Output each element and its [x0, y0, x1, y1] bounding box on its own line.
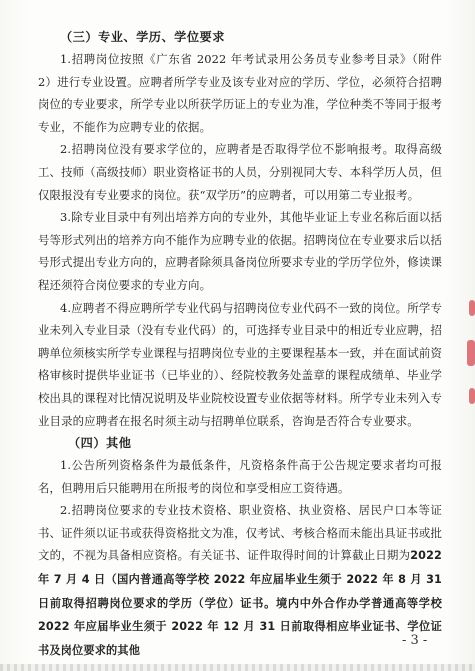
seal-stamp-mark	[469, 388, 475, 404]
section4-paragraph-2-bold: 2022 年 7 月 4 日（国内普通高等学校 2022 年应届毕业生须于 2022 年 8 月 31 日前取得招聘岗位要求的学历（学位）证书。境内中外合作办学普通高等学校 2022 年应届毕业生须于 2022 年 12 月 31 日前取得相应毕业证书、学位证书及岗位要求的其他	[38, 549, 442, 657]
section3-paragraph-1: 1.招聘岗位按照《广东省 2022 年考试录用公务员专业参考目录》（附件 2）进行专业设置。应聘者所学专业及该专业对应的学历、学位，必须符合招聘岗位的专业要求，所学专业以所获学历证上的专业为准，学位种类不等同于报考专业，不能作为应聘专业的依据。	[38, 52, 442, 134]
seal-stamp-mark	[469, 300, 475, 316]
section4-heading: （四）其他	[68, 436, 132, 451]
section4-paragraph-2	[38, 499, 442, 662]
section3-paragraph-2: 2.招聘岗位没有要求学位的，应聘者是否取得学位不影响报考。取得高级工、技师（高级技师）职业资格证书的人员，分别视同大专、本科学历人员，但仅限报没有专业要求的岗位。获“双学历”的应聘者，可以用第二专业报考。	[38, 142, 442, 202]
section4-paragraph-1: 1.公告所列资格条件为最低条件，凡资格条件高于公告规定要求者均可报名，但聘用后只能聘用在所报考的岗位和享受相应工资待遇。	[38, 458, 442, 495]
section3-paragraph-3: 3.除专业目录中有列出培养方向的专业外，其他毕业证上专业名称后面以括号等形式列出的培养方向不能作为应聘专业的依据。招聘岗位在专业要求后以括号形式提出专业方向的，应聘者除须具备岗位所要求专业的学历学位外，修读课程还须符合岗位要求的专业方向。	[38, 210, 442, 292]
page-number: - 3 -	[402, 633, 428, 648]
seal-stamp-mark	[467, 340, 475, 366]
page-body	[38, 26, 442, 662]
section3-paragraph-4: 4.应聘者不得应聘所学专业代码与招聘岗位专业代码不一致的岗位。所学专业未列入专业目录（没有专业代码）的，可选择专业目录中的相近专业应聘，招聘单位须核实所学专业课程与招聘岗位专业的主要课程基本一致，并在面试前资格审核时提供毕业证书（已毕业的）、经院校教务处盖章的课程成绩单、毕业学校出具的课程对比情况说明及毕业院校设置专业依据等材料。所学专业未列入专业目录的应聘者在报名时须主动与招聘单位联系，咨询是否符合专业要求。	[38, 300, 442, 428]
next-page-edge	[0, 664, 475, 671]
section4-paragraph-2-text: 2.招聘岗位要求的专业技术资格、职业资格、执业资格、居民户口本等证书、证件须以证书或获得资格批文为准，仅考试、考核合格而未能出具证书或批文的，不视为具备相应资格。有关证书、证件取得时间的计算截止日期为	[38, 503, 442, 563]
section3-heading: （三）专业、学历、学位要求	[60, 30, 225, 44]
